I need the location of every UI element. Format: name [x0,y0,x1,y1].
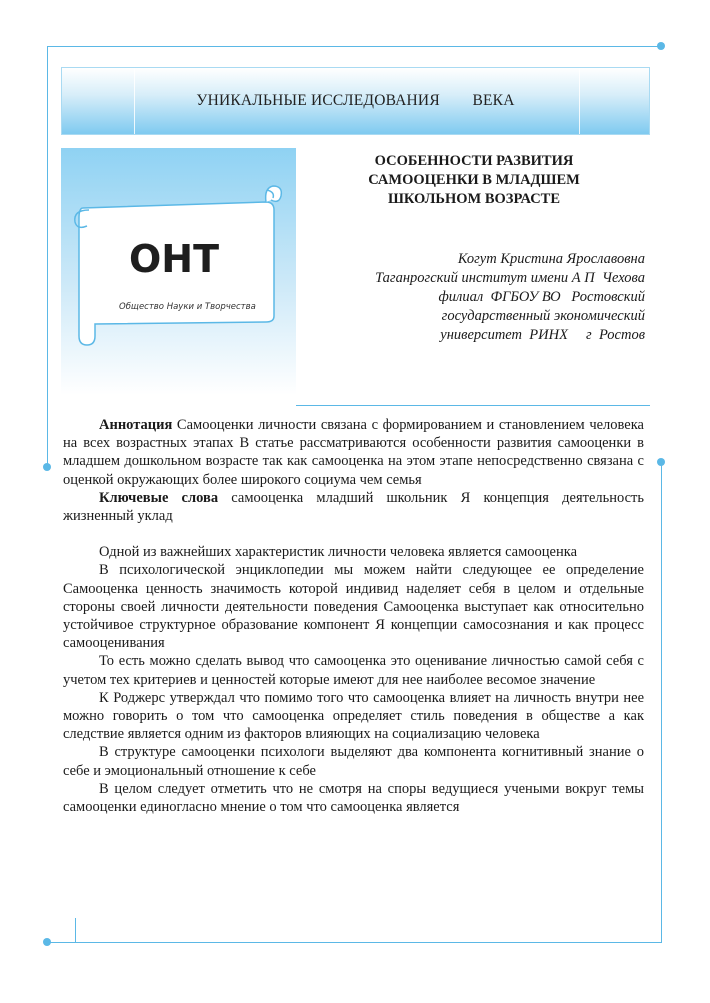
body-paragraph: В структуре самооценки психологи выделяют два компонента когнитивный знание о себе и эмоциональный отношение к себе [63,744,644,779]
keywords-paragraph [63,489,644,525]
frame-dot-left [43,463,51,471]
title-line: ОСОБЕННОСТИ РАЗВИТИЯ [374,153,574,169]
frame-divider-line [296,405,650,406]
logo-panel [61,148,296,395]
keywords-text: самооценка младший школьник Я концепция деятельность жизненный уклад [63,489,644,525]
author-affiliation-line: государственный экономический [441,308,645,324]
article-title [326,152,622,209]
author-affiliation-line: университет РИНХ г Ростов [440,327,645,343]
frame-bottom-line [47,942,662,943]
frame-bottom-tick [75,918,76,943]
body-paragraph: То есть можно сделать вывод что самооценка это оценивание личностью самой себя с учетом тех критериев и ценностей которые имеют для нее наиболее весомое значение [63,653,644,688]
author-block [310,250,645,345]
frame-left-line [47,46,48,466]
frame-top-line [47,46,662,47]
frame-dot-right [657,458,665,466]
body-paragraph: В целом следует отметить что не смотря на споры ведущиеся учеными вокруг темы самооценки единогласно мнение о том что самооценка является [63,780,644,816]
abstract-paragraph [63,416,644,489]
abstract-text: Самооценки личности связана с формированием и становлением человека на всех возрастных этапах В статье рассматриваются особенности развития самооценки в младшем дошкольном возрасте так как самооценка на этом этапе непосредственно связана с оценкой окружающих более широкого социума чем семья [63,417,644,488]
journal-header [61,67,650,135]
journal-title: УНИКАЛЬНЫЕ ИССЛЕДОВАНИЯ ВЕКА [196,92,515,109]
abstract-label: Аннотация [99,417,173,433]
logo-mark: ОНТ [129,237,220,281]
body-paragraph: Одной из важнейших характеристик личности человека является самооценка [99,544,578,561]
title-line: САМООЦЕНКИ В МЛАДШЕМ [368,172,580,188]
frame-dot-bottom-left [43,938,51,946]
author-affiliation-line: Таганрогский институт имени А П Чехова [375,270,645,286]
author-affiliation-line: филиал ФГБОУ ВО Ростовский [438,289,645,305]
body-paragraph: В психологической энциклопедии мы можем найти следующее ее определение Самооценка ценность значимость которой индивид наделяет себя в целом и отдельные стороны своей личности деятельности поведения Самооценка выступает как относительно устойчивое структурное образование компонент Я концепции самосознания и как процесс самооценивания [63,562,644,652]
frame-dot-top-right [657,42,665,50]
body-paragraph: К Роджерс утверждал что помимо того что самооценка влияет на личность внутри нее можно говорить о том что самооценка определяет стиль поведения в обществе а как следствие является одним из факторов влияющих на социализацию человека [63,689,644,743]
keywords-label: Ключевые слова [99,489,219,506]
author-name: Когут Кристина Ярославовна [457,251,645,267]
frame-right-line [661,462,662,942]
logo-caption: Общество Науки и Творчества [119,302,256,312]
article-body [63,416,644,816]
title-line: ШКОЛЬНОМ ВОЗРАСТЕ [387,191,561,207]
scroll-logo [61,148,296,395]
